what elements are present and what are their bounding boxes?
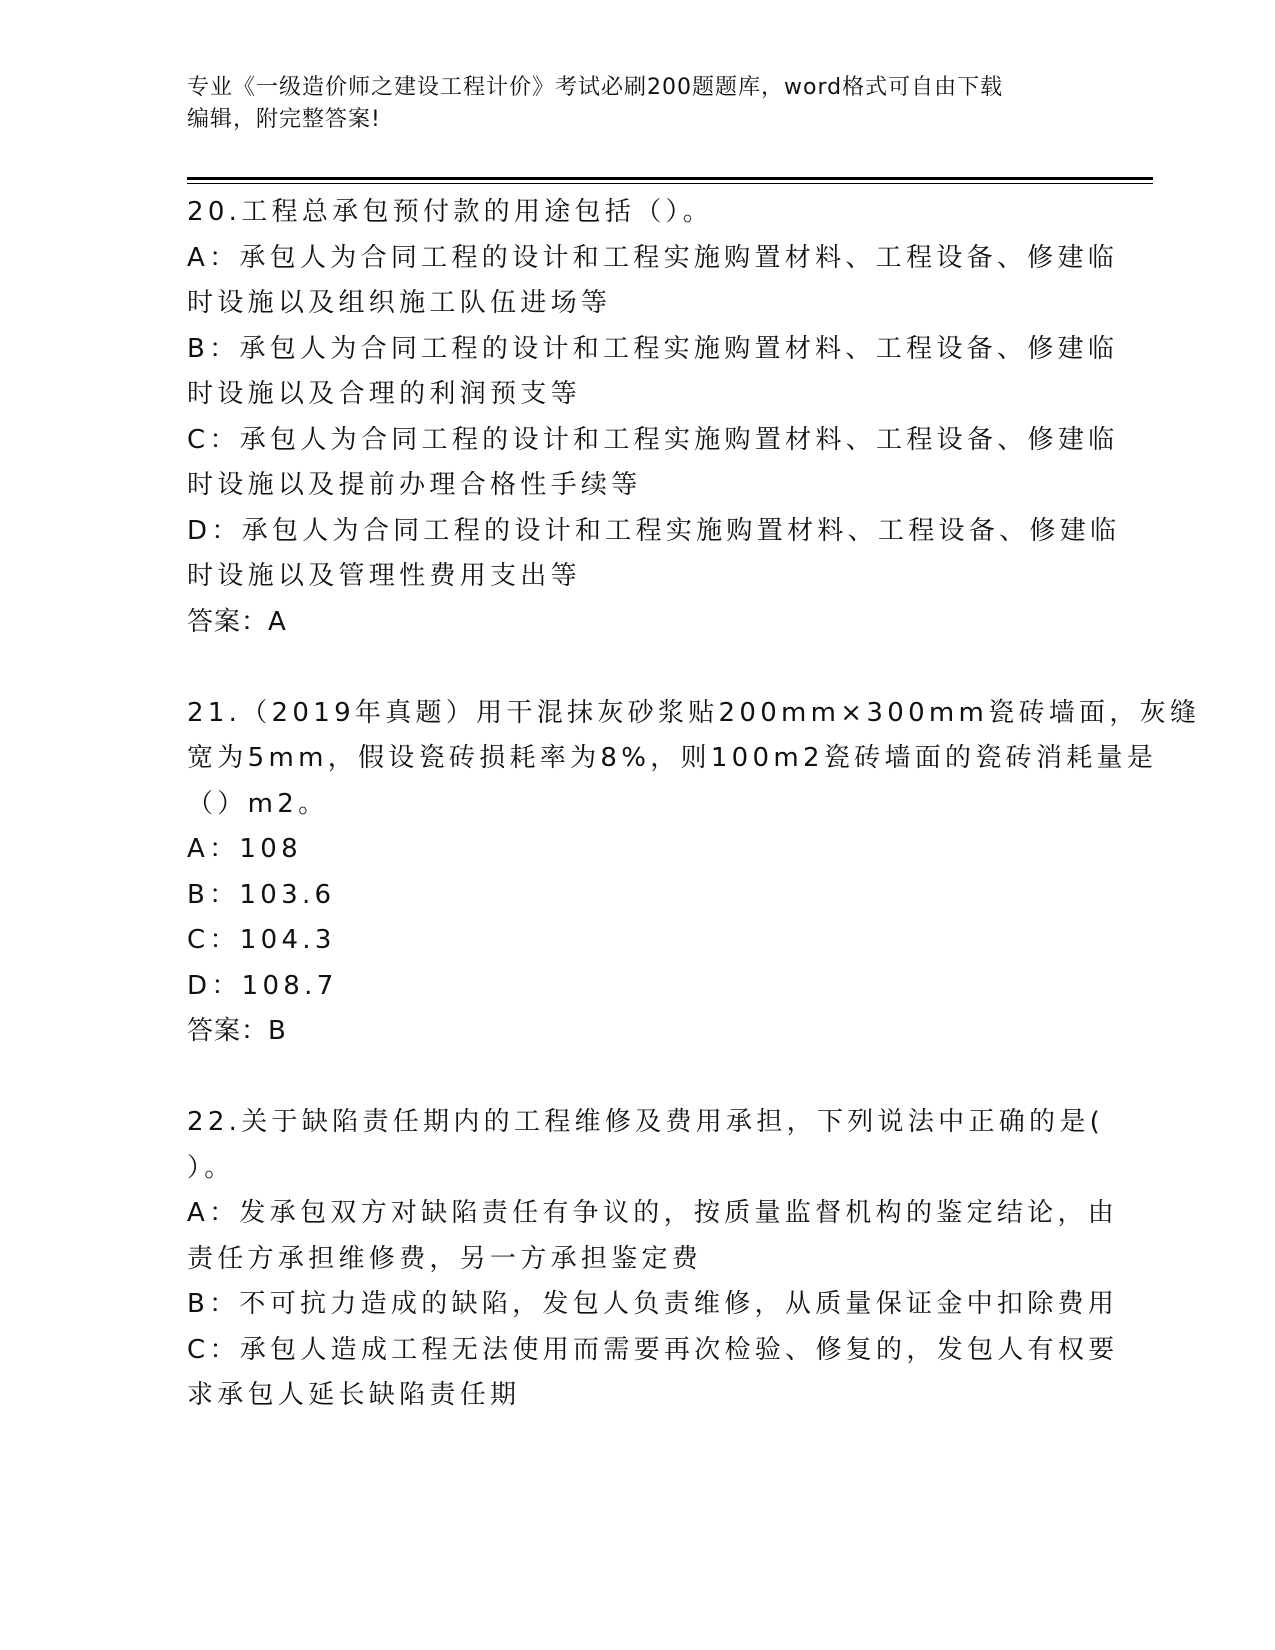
answer: 答案：B	[187, 1016, 287, 1046]
question-stem: 21.（2019年真题）用干混抹灰砂浆贴200mm×300mm瓷砖墙面，灰缝	[187, 697, 1201, 728]
question-22	[187, 1100, 1119, 1419]
option-d: D：108.7	[187, 970, 338, 1001]
option-d: D：承包人为合同工程的设计和工程实施购置材料、工程设备、修建临 时设施以及管理性费用支出等	[187, 515, 1121, 591]
header-line-2: 编辑，附完整答案!	[187, 107, 381, 132]
answer: 答案：A	[187, 606, 287, 637]
spacer	[187, 1055, 1087, 1101]
option-c: C：承包人为合同工程的设计和工程实施购置材料、工程设备、修建临 时设施以及提前办理合格性手续等	[187, 424, 1119, 500]
document-header	[187, 72, 1077, 136]
question-stem: 20.工程总承包预付款的用途包括（）。	[187, 197, 714, 227]
option-b: B：承包人为合同工程的设计和工程实施购置材料、工程设备、修建临 时设施以及合理的利润预支等	[187, 333, 1119, 409]
option-a: A：108	[187, 834, 302, 864]
spacer	[187, 645, 1087, 691]
option-a: A：发承包双方对缺陷责任有争议的，按质量监督机构的鉴定结论，由 责任方承担维修费，另一方承担鉴定费	[187, 1198, 1119, 1274]
header-line-1: 专业《一级造价师之建设工程计价》考试必刷200题题库，word格式可自由下载	[187, 75, 1004, 100]
option-c: C：104.3	[187, 925, 336, 955]
question-list	[187, 190, 1201, 1419]
header-rule-thick	[187, 177, 1153, 180]
question-21	[187, 691, 1201, 1055]
option-a: A：承包人为合同工程的设计和工程实施购置材料、工程设备、修建临 时设施以及组织施工队伍进场等	[187, 242, 1119, 318]
header-rule-thin	[187, 183, 1153, 184]
option-c: C：承包人造成工程无法使用而需要再次检验、修复的，发包人有权要 求承包人延长缺陷责任期	[187, 1334, 1119, 1410]
question-stem: ）。	[187, 1152, 235, 1183]
option-b: B：不可抗力造成的缺陷，发包人负责维修，从质量保证金中扣除费用	[187, 1289, 1119, 1319]
option-b: B：103.6	[187, 879, 336, 910]
question-stem: 22.关于缺陷责任期内的工程维修及费用承担，下列说法中正确的是(	[187, 1107, 1105, 1137]
question-stem: 宽为5mm，假设瓷砖损耗率为8%，则100m2瓷砖墙面的瓷砖消耗量是	[187, 743, 1158, 773]
question-stem: （）m2。	[187, 788, 329, 819]
question-20	[187, 190, 1121, 645]
